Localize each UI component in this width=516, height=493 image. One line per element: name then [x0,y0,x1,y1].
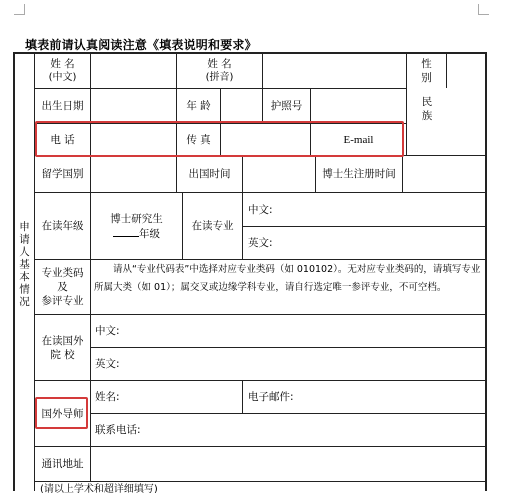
name-chinese-label: 姓 名 [50,57,75,70]
section-label: 申请人基本情况 [18,221,30,309]
age-label: 年 龄 [186,100,211,112]
supervisor-name-field[interactable] [95,381,242,413]
fax-label: 传 真 [186,133,211,146]
major-english-label: 英文: [248,237,273,249]
gender-field[interactable] [447,53,485,88]
phd-enrollment-time-label: 博士生注册时间 [322,168,396,180]
grade-suffix: 年级 [139,227,160,240]
supervisor-email-label: 电子邮件: [248,391,294,403]
school-chinese-label: 中文: [95,325,120,337]
birth-date-label: 出生日期 [41,100,84,112]
major-code-label-line3: 参评专业 [41,295,84,307]
supervisor-label-highlight [35,397,88,429]
supervisor-email-field[interactable] [248,381,485,413]
name-chinese-label-cell [35,53,90,88]
supervisor-phone-label: 联系电话: [95,424,141,436]
grade-blank[interactable] [113,226,139,237]
birth-date-field[interactable] [91,89,176,123]
gender-label-cell [407,53,446,88]
passport-field[interactable] [311,89,406,123]
major-code-instructions: 请从“专业代码表”中选择对应专业类码（如 010102）。无对应专业类码的，请填写专业所属大类（如 01）；属交叉或边缘学科专业，请自行选定唯一参评专业，不可空档。 [94,264,481,293]
bottom-partial-label: (请以上学术和超详细填写) [40,484,158,493]
section-label-box [14,210,34,320]
major-chinese-field[interactable] [248,193,485,226]
ethnicity-label-cell [407,89,447,129]
supervisor-name-label: 姓名: [95,391,120,403]
passport-label: 护照号 [270,100,303,112]
bottom-partial-text [40,483,340,493]
school-chinese-field[interactable] [95,315,485,347]
name-pinyin-label: 姓 名 [207,57,232,70]
departure-time-field[interactable] [243,156,315,192]
name-pinyin-sublabel: (拼音) [205,71,234,83]
major-english-field[interactable] [248,227,485,259]
school-english-field[interactable] [95,348,485,380]
phone-label: 电 话 [50,133,75,146]
mailing-address-label: 通讯地址 [41,458,84,470]
age-field[interactable] [221,89,262,123]
major-code-label-line1: 专业类码 [41,267,84,279]
major-code-label-cell [35,260,90,314]
departure-time-label: 出国时间 [188,168,231,180]
form-title: 填表前请认真阅读注意《填表说明和要求》 [25,38,257,52]
foreign-supervisor-label: 国外导师 [41,407,84,420]
foreign-school-label-line1: 在读国外 [41,334,84,347]
mailing-address-field[interactable] [91,447,485,481]
crop-mark-left [14,4,25,15]
phd-enrollment-time-field[interactable] [403,156,485,192]
supervisor-phone-field[interactable] [95,414,485,446]
name-chinese-field[interactable] [91,53,176,88]
phd-student-text: 博士研究生 [110,212,163,225]
school-english-label: 英文: [95,358,120,370]
email-label: E-mail [343,133,374,146]
gender-label: 性 别 [421,57,432,84]
foreign-school-label-cell [35,315,90,380]
email-field[interactable] [407,124,485,155]
major-code-label-line2: 及 [57,281,68,293]
major-chinese-label: 中文: [248,203,273,216]
ethnicity-label: 民 族 [421,96,433,122]
name-pinyin-field[interactable] [263,53,406,88]
name-chinese-sublabel: (中文) [48,71,77,83]
name-pinyin-label-cell [177,53,262,88]
current-grade-label: 在读年级 [41,220,84,232]
study-country-field[interactable] [91,156,176,192]
foreign-school-label-line2: 院 校 [50,348,75,361]
crop-mark-right [478,4,489,15]
phd-grade-cell[interactable] [91,193,182,259]
study-country-label: 留学国别 [41,168,84,180]
current-major-label: 在读专业 [191,220,234,232]
contact-row-highlight [35,121,404,157]
